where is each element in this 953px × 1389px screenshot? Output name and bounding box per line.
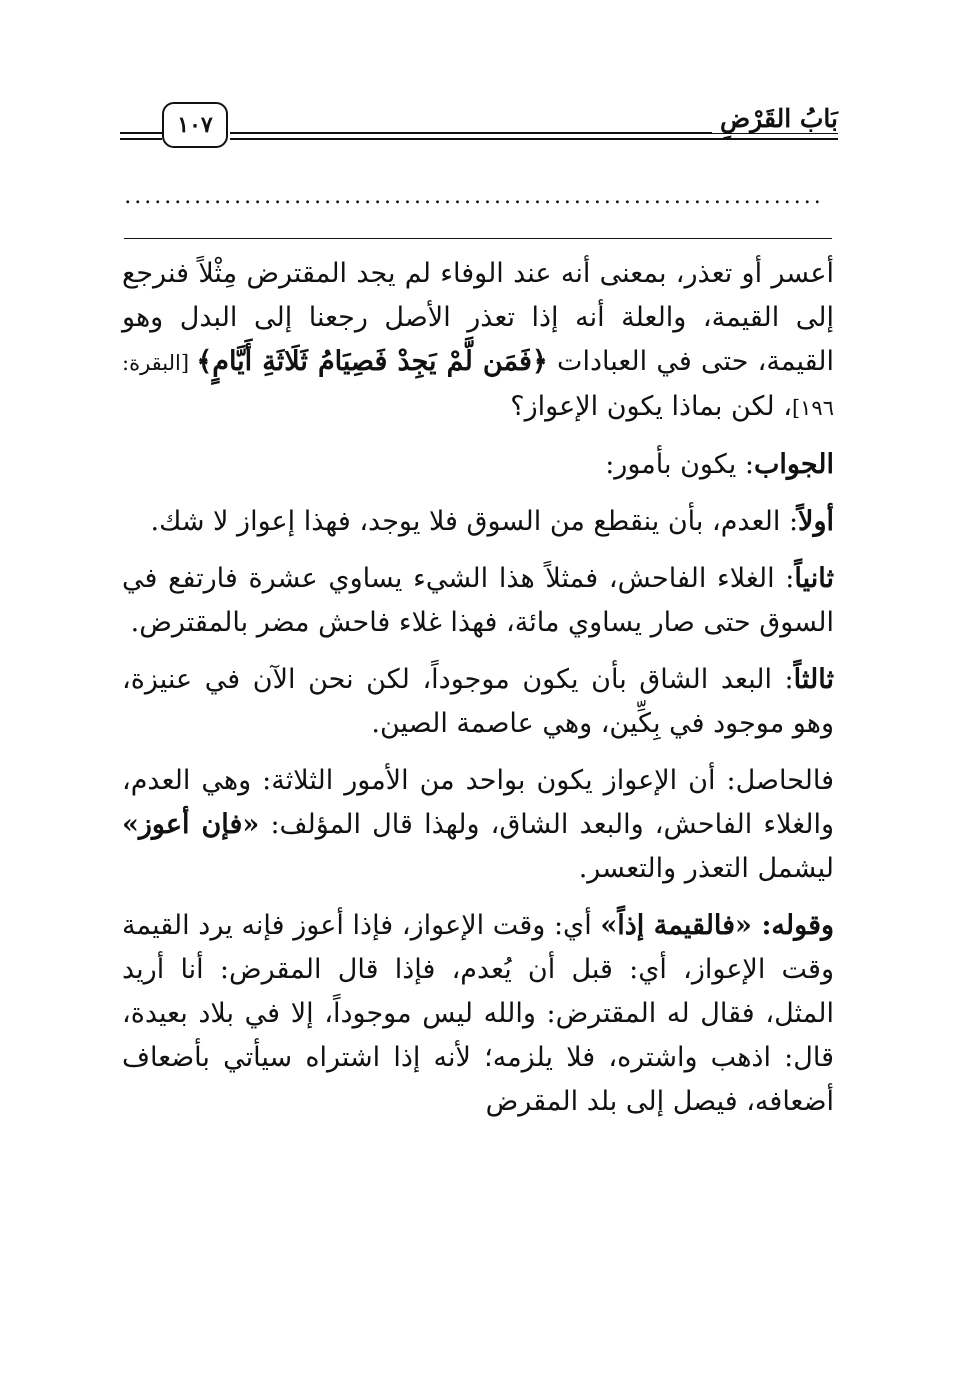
- paragraph-text: أي: وقت الإعواز، فإذا أعوز فإنه يرد القيمة وقت الإعواز، أي: قبل أن يُعدم، فإذا قال المقرض: أنا أريد المثل، فقال له المقترض: والله ليس موجوداً، إلا في بلاد بعيدة، قال: اذهب واشتره، فلا يلزمه؛ لأنه إذا اشتراه سيأتي بأضعاف أضعافه، فيصل إلى بلد المقرض: [122, 910, 834, 1117]
- bold-label: وقوله:: [761, 910, 835, 941]
- paragraph-text: فالحاصل: أن الإعواز يكون بواحد من الأمور الثلاثة: وهي العدم، والغلاء الفاحش، والبعد الشاق، ولهذا قال المؤلف:: [122, 765, 834, 840]
- bold-quote: «فالقيمة إذاً»: [600, 910, 762, 941]
- paragraph: [122, 252, 834, 430]
- paragraph: [122, 658, 834, 746]
- bold-quote: «فإن أعوز»: [122, 809, 260, 840]
- header-rule: [120, 132, 162, 134]
- paragraph-text: : الغلاء الفاحش، فمثلاً هذا الشيء يساوي عشرة فارتفع في السوق حتى صار يساوي مائة، فهذا غلاء فاحش مضر بالمقترض.: [122, 563, 834, 638]
- paragraph: [122, 557, 834, 645]
- header-rule: [230, 138, 838, 140]
- bold-label: أولاً: [798, 506, 834, 537]
- verse-reference: [البقرة: ١٩٦]: [122, 351, 834, 420]
- paragraph: [122, 759, 834, 891]
- paragraph-text: أعسر أو تعذر، بمعنى أنه عند الوفاء لم يجد المقترض مِثْلاً فنرجع إلى القيمة، والعلة أنه إذا تعذر الأصل رجعنا إلى البدل وهو القيمة، حتى في العبادات: [122, 258, 834, 377]
- paragraph-text: ، لكن بماذا يكون الإعواز؟: [510, 391, 792, 422]
- header-rule: [120, 138, 162, 140]
- paragraph-text: : يكون بأمور:: [605, 449, 754, 480]
- paragraph: [122, 443, 834, 487]
- page-body: [122, 252, 834, 1137]
- paragraph-text: : البعد الشاق بأن يكون موجوداً، لكن نحن الآن في عنيزة، وهو موجود في بِكِّين، وهي عاصمة الصين.: [122, 664, 834, 739]
- chapter-title: بَابُ القَرْضِ: [712, 104, 838, 133]
- quran-verse: ﴿فَمَن لَّمْ يَجِدْ فَصِيَامُ ثَلَاثَةِ أَيَّامٍ﴾: [196, 346, 548, 377]
- page-number: ١٠٧: [162, 102, 228, 148]
- bold-label: ثالثاً: [793, 664, 834, 695]
- bold-label: الجواب: [753, 449, 834, 480]
- paragraph-text: : العدم، بأن ينقطع من السوق فلا يوجد، فهذا إعواز لا شك.: [150, 506, 799, 537]
- separator-line: [124, 238, 832, 239]
- paragraph: [122, 500, 834, 544]
- page-header: [120, 92, 838, 160]
- bold-label: ثانياً: [794, 563, 834, 594]
- dotted-divider: ......................................................................: [124, 184, 824, 209]
- paragraph-text: ليشمل التعذر والتعسر.: [578, 853, 834, 884]
- paragraph: [122, 904, 834, 1124]
